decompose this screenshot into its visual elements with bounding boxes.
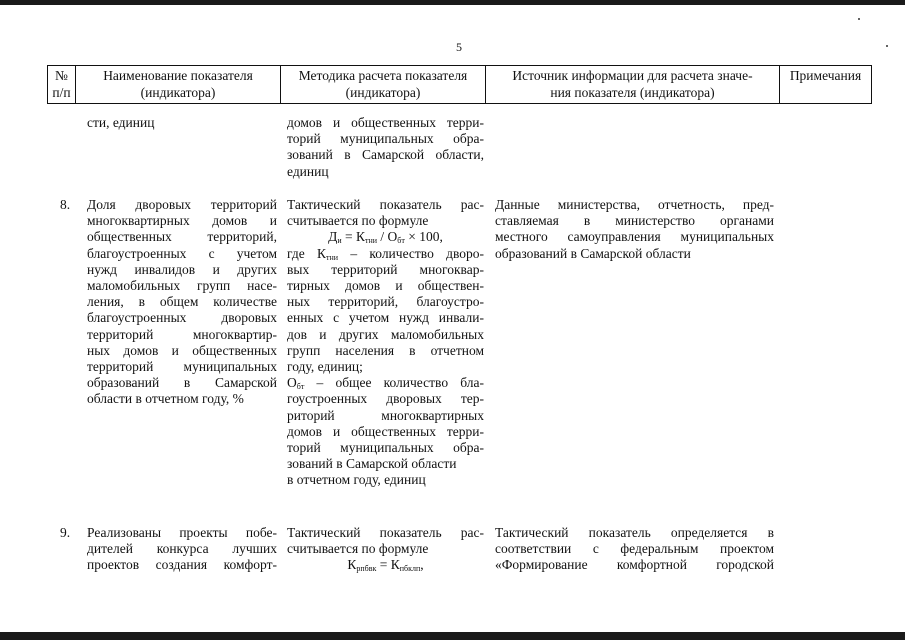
cont-method-line: единиц [287,163,329,179]
row8-name-line: общественных территорий, [87,229,277,245]
header-name-line2: (индикатора) [140,85,216,100]
row8-method-line: тирных домов и обществен- [287,278,484,294]
header-source-line2: ния показателя (индикатора) [550,85,715,100]
cont-name-line: сти, единиц [87,115,155,130]
row9-method-cell [287,525,484,574]
row8-method-line: в отчетном году, единиц [287,472,426,488]
row9-number: 9. [60,525,71,540]
row8-method-cell [287,197,484,489]
header-notes-cell [780,66,872,104]
row8-method-line: вых территорий многоквар- [287,261,484,277]
row8-method-line: енных с учетом нужд инвали- [287,310,484,326]
row8-formula: $Д_и = К_{тни} / О_{бт} \times 100$, [328,229,443,246]
row8-source-line: Данные министерства, отчетность, пред- [495,197,774,212]
row8-name-line: образований в Самарской [87,375,277,391]
cont-method-line: зований в Самарской области, [287,147,484,163]
row8-method-line: торий муниципальных обра- [287,440,484,456]
row8-name-line: благоустроенных дворовых [87,310,277,326]
row8-name-line: нужд инвалидов и других [87,261,277,277]
header-num-cell [48,66,76,104]
cont-method-cell [287,115,484,180]
scan-speck [858,18,860,20]
bottom-scan-border [0,632,905,640]
row9-source-cell [495,525,774,574]
row9-name-cell [87,525,277,574]
row8-name-cell [87,197,277,408]
header-source-line1: Источник информации для расчета значе- [512,68,753,83]
page-number: 5 [456,40,462,54]
row8-name-line: ления, в общем количестве [87,294,277,310]
row9-name-line: Реализованы проекты побе- [87,525,277,540]
row8-source-cell [495,197,774,262]
table-header [47,65,872,104]
header-name-cell [76,66,281,104]
row8-name-line: маломобильных групп насе- [87,278,277,294]
row9-source-line: «Формирование комфортной городской [495,557,774,573]
cont-name-cell [87,115,277,131]
row9-method-line: считывается по формуле [287,541,429,557]
row8-source-line: образований в Самарской области [495,245,691,261]
row8-name-line: Доля дворовых территорий [87,197,277,212]
row8-method-line: ных территорий, благоустро- [287,294,484,310]
row9-name-line: проектов создания комфорт- [87,557,277,573]
header-method-line1: Методика расчета показателя [298,68,468,83]
row8-method-line: зований в Самарской области [287,456,457,472]
header-method-cell [281,66,486,104]
row9-name-line: дителей конкурса лучших [87,541,277,557]
row8-method-line: риторий многоквартирных [287,407,484,423]
header-name-line1: Наименование показателя [103,68,253,83]
header-num-abbr: п/п [52,85,71,100]
row8-name-line: области в отчетном году, % [87,391,244,407]
row8-source-line: местного самоуправления муниципальных [495,229,774,245]
row8-name-line: благоустроенных с учетом [87,245,277,261]
row8-method-line: дов и других маломобильных [287,326,484,342]
row8-number: 8. [60,197,71,212]
row8-name-line: территорий муниципальных [87,359,277,375]
header-notes: Примечания [789,68,862,83]
row8-method-line: гоустроенных дворовых тер- [287,391,484,407]
row8-method-line: году, единиц; [287,359,363,375]
row9-source-line: соответствии с федеральным проектом [495,541,774,557]
row9-method-line: Тактический показатель рас- [287,525,484,540]
row8-method-line: Тактический показатель рас- [287,197,484,212]
row8-source-line: ставляемая в министерство органами [495,213,774,229]
row8-o-definition: $О_{бт}$ – общее количество бла- [287,375,484,392]
row8-method-line: считывается по формуле [287,213,429,229]
cont-method-line: торий муниципальных обра- [287,131,484,147]
row9-formula: $К_{рпбвк} = К_{пбклп}$, [347,557,424,574]
header-method-line2: (индикатора) [345,85,421,100]
cont-method-line: домов и общественных терри- [287,115,484,130]
row8-method-line: домов и общественных терри- [287,423,484,439]
scan-speck [886,45,888,47]
row8-name-line: территорий многоквартир- [87,326,277,342]
top-scan-border [0,0,905,5]
header-source-cell [486,66,780,104]
row9-source-line: Тактический показатель определяется в [495,525,774,540]
row8-name-line: ных домов и общественных [87,342,277,358]
row8-name-line: многоквартирных домов и [87,213,277,229]
row8-k-definition: где $К_{тни}$ – количество дворо- [287,245,484,262]
header-num-symbol: № [55,68,68,83]
row8-method-line: групп населения в отчетном [287,342,484,358]
